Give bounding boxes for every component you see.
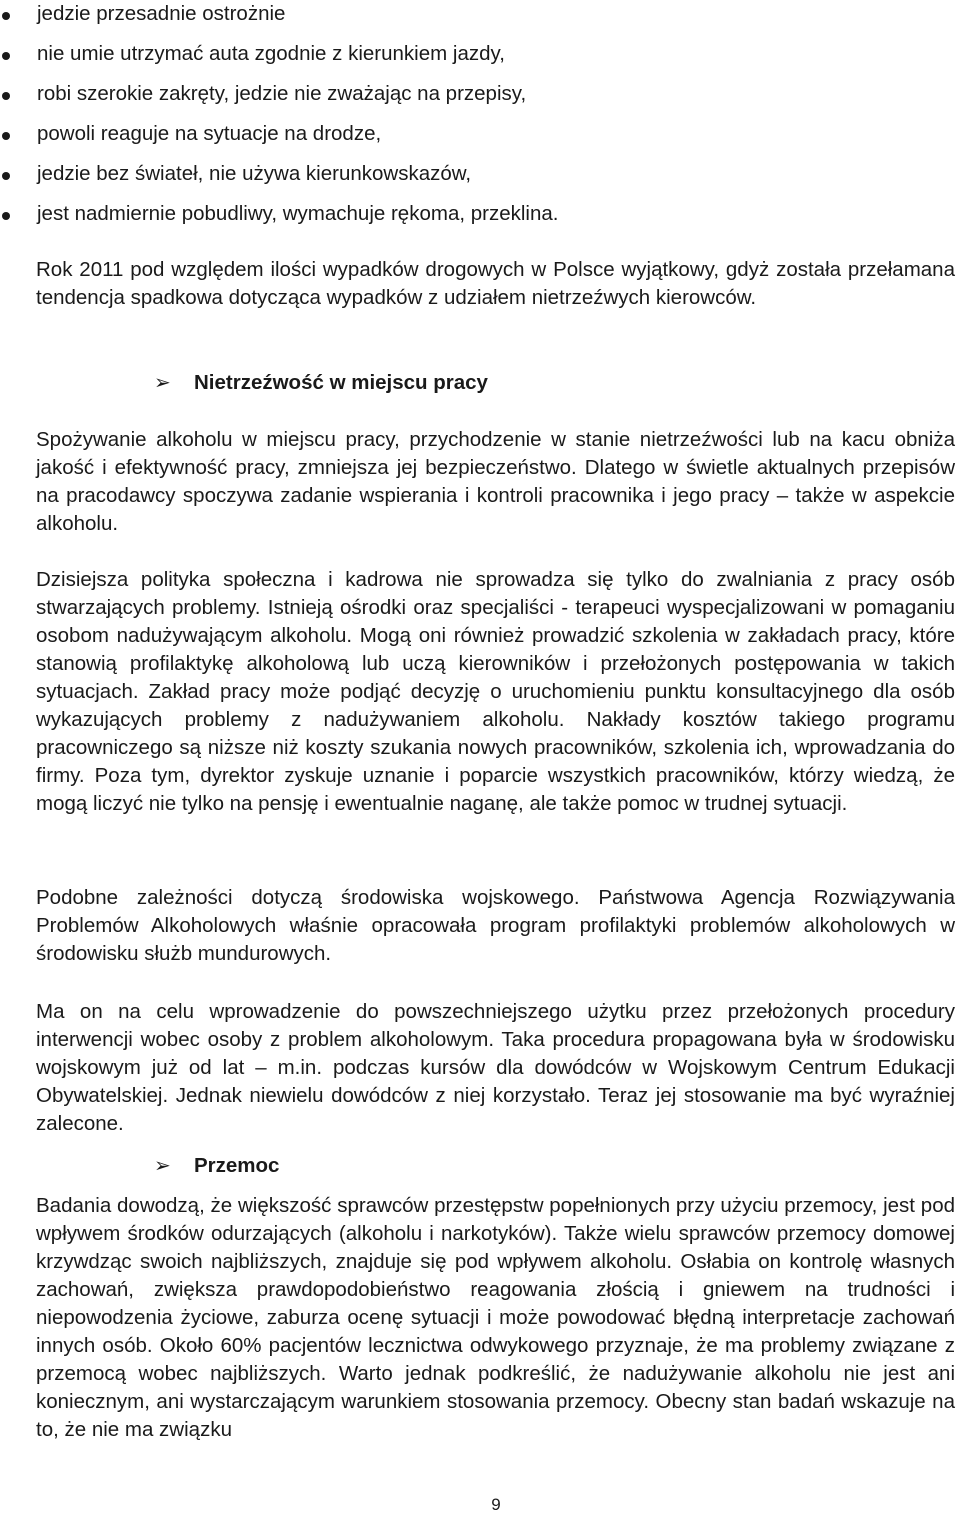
list-item <box>0 200 960 240</box>
list-item <box>0 120 960 160</box>
bullet-icon <box>2 12 10 20</box>
section-heading-text: Przemoc <box>194 1154 280 1177</box>
paragraph-przemoc: Badania dowodzą, że większość sprawców przestępstw popełnionych przy użyciu przemocy, jest pod wpływem środków odurzających (alkoholu i narkotyków). Także wielu sprawców przemocy domowej krzywdząc swoich najbliższych, znajduje się pod wpływem alkoholu. Osłabia on kontrolę własnych zachowań, zwiększa prawdopodobieństwo reagowania złością i gniewem na trudności i niepowodzenia życiowe, zaburza ocenę sytuacji i może powodować błędną interpretacje zachowań innych osób. Około 60% pacjentów lecznictwa odwykowego przyznaje, że ma problemy związane z przemocą wobec najbliższych. Warto jednak podkreślić, że nadużywanie alkoholu nie jest ani koniecznym, ani wystarczającym warunkiem stosowania przemocy. Obecny stan badań wskazuje na to, że nie ma związku <box>36 1194 955 1441</box>
section-heading-text: Nietrzeźwość w miejscu pracy <box>194 371 488 394</box>
bullet-icon <box>2 132 10 140</box>
paragraph-wojsko-2: Ma on na celu wprowadzenie do powszechniejszego użytku przez przełożonych procedury interwencji wobec osoby z problem alkoholowym. Taka procedura propagowana była w środowisku wojskowym już od lat – m.in. podczas kursów dla dowódców w Wojskowym Centrum Edukacji Obywatelskiej. Jednak niewielu dowódców z niej korzystało. Teraz jej stosowanie ma być wyraźniej zalecone. <box>36 1000 955 1135</box>
list-item-text: nie umie utrzymać auta zgodnie z kierunkiem jazdy, <box>37 42 505 65</box>
list-item-text: robi szerokie zakręty, jedzie nie zważając na przepisy, <box>37 82 527 105</box>
paragraph-praca-1: Spożywanie alkoholu w miejscu pracy, przychodzenie w stanie nietrzeźwości lub na kacu obniża jakość i efektywność pracy, zmniejsza jej bezpieczeństwo. Dlatego w świetle aktualnych przepisów na pracodawcy spoczywa zadanie wspierania i kontroli pracownika i jego pracy – także w aspekcie alkoholu. <box>36 428 955 535</box>
bullet-icon <box>2 52 10 60</box>
list-item-text: jest nadmiernie pobudliwy, wymachuje rękoma, przeklina. <box>37 202 559 225</box>
list-item <box>0 80 960 120</box>
list-item <box>0 40 960 80</box>
paragraph-praca-2: Dzisiejsza polityka społeczna i kadrowa nie sprowadza się tylko do zwalniania z pracy osób stwarzających problemy. Istnieją ośrodki oraz specjaliści - terapeuci wyspecjalizowani w pomaganiu osobom nadużywającym alkoholu. Mogą oni również prowadzić szkolenia w zakładach pracy, które stanowią profilaktykę alkoholową lub uczą kierowników i przełożonych postępowania w takich sytuacjach. Zakład pracy może podjąć decyzję o uruchomieniu punktu konsultacyjnego dla osób wykazujących problemy z nadużywaniem alkoholu. Nakłady kosztów takiego programu pracowniczego są niższe niż koszty szukania nowych pracowników, szkolenia ich, wprowadzania do firmy. Poza tym, dyrektor zyskuje uznanie i poparcie wszystkich pracowników, którzy wiedzą, że mogą liczyć nie tylko na pensję i ewentualnie naganę, ale także pomoc w trudnej sytuacji. <box>36 568 955 815</box>
list-item <box>0 0 960 40</box>
page-number: 9 <box>491 1495 501 1514</box>
list-item <box>0 160 960 200</box>
list-item-text: jedzie bez świateł, nie używa kierunkowskazów, <box>37 162 472 185</box>
bullet-icon <box>2 92 10 100</box>
bullet-icon <box>2 212 10 220</box>
arrow-bullet-icon: ➢ <box>154 372 171 394</box>
paragraph-rok-2011: Rok 2011 pod względem ilości wypadków drogowych w Polsce wyjątkowy, gdyż została przełamana tendencja spadkowa dotycząca wypadków z udziałem nietrzeźwych kierowców. <box>36 258 955 309</box>
bullet-icon <box>2 172 10 180</box>
list-item-text: jedzie przesadnie ostrożnie <box>37 2 286 25</box>
arrow-bullet-icon: ➢ <box>154 1155 171 1177</box>
list-item-text: powoli reaguje na sytuacje na drodze, <box>37 122 382 145</box>
paragraph-wojsko-1: Podobne zależności dotyczą środowiska wojskowego. Państwowa Agencja Rozwiązywania Problemów Alkoholowych właśnie opracowała program profilaktyki problemów alkoholowych w środowisku służb mundurowych. <box>36 886 955 965</box>
bullet-list <box>0 0 960 240</box>
